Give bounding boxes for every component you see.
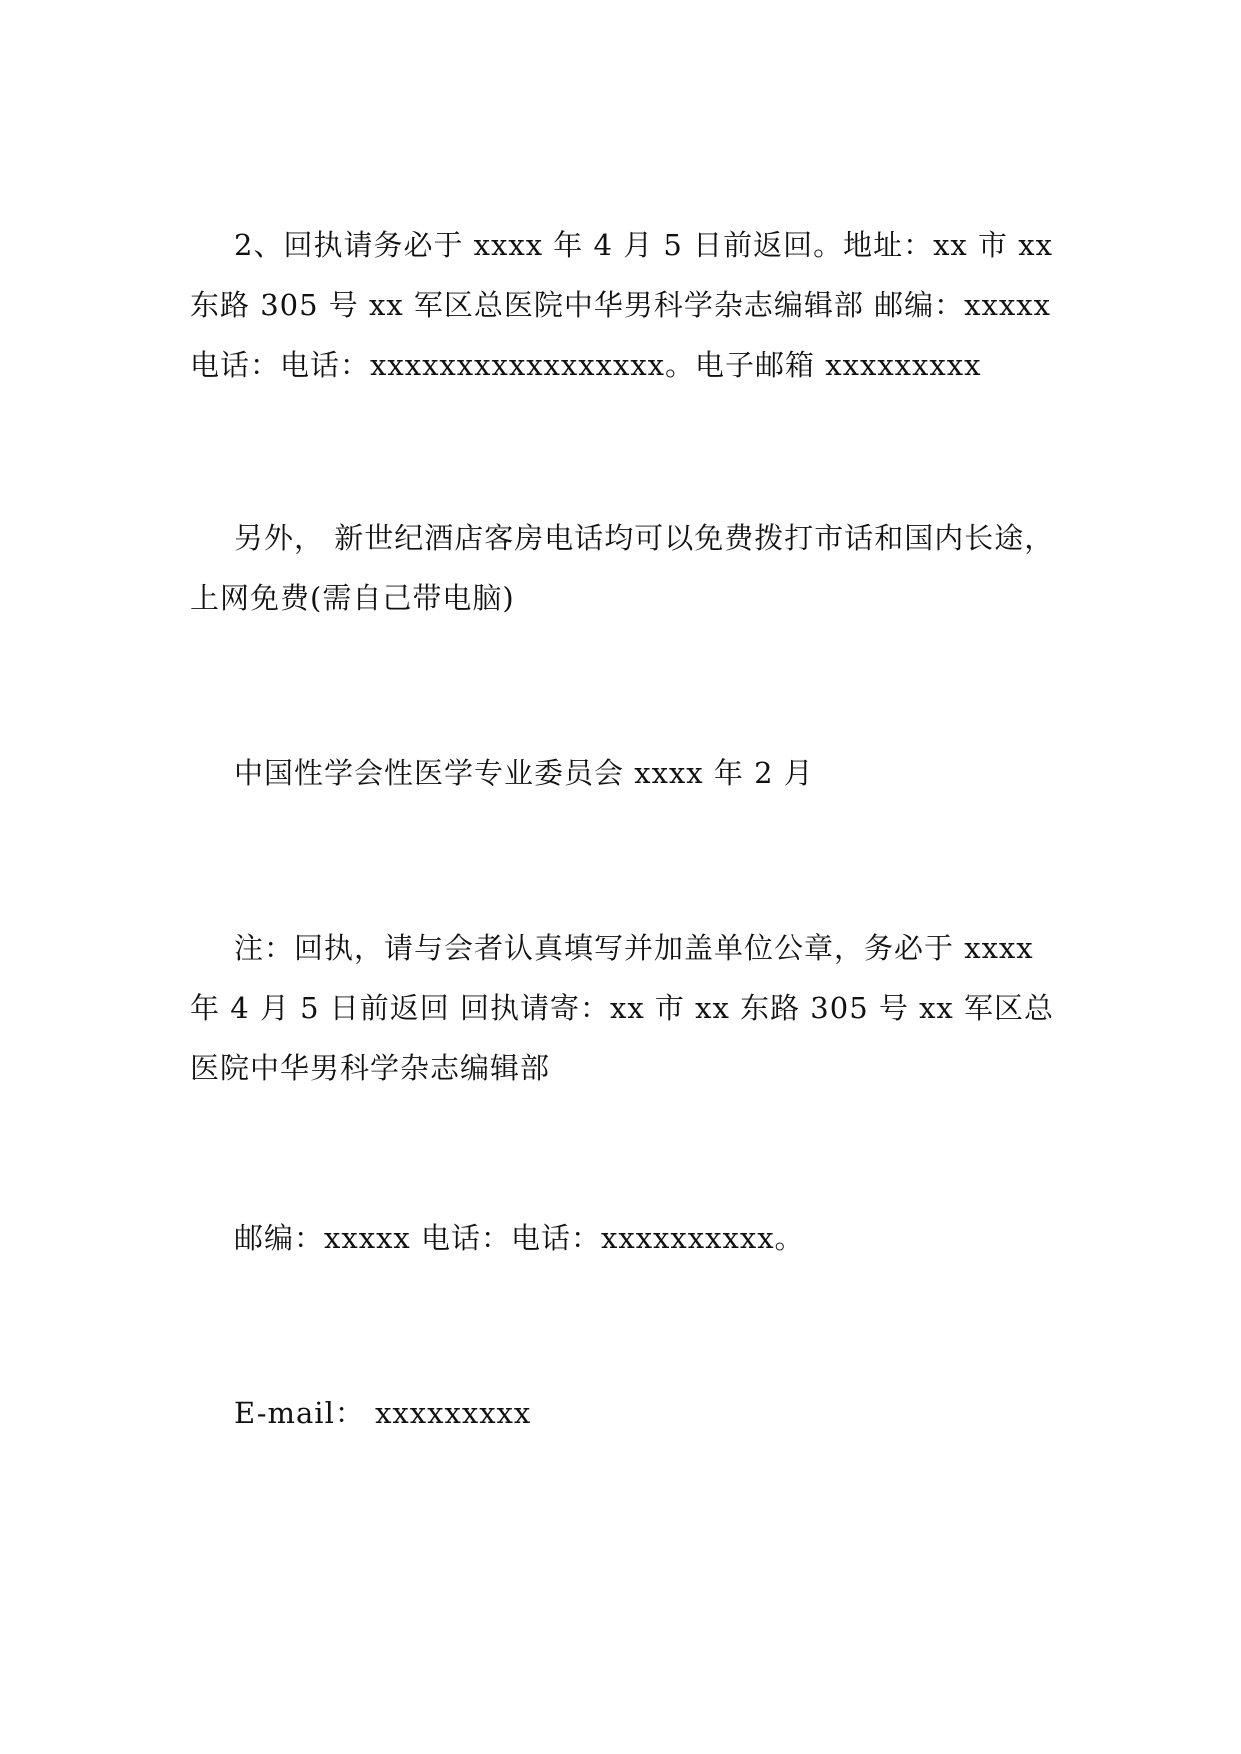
paragraph-return-instructions: 2、回执请务必于 xxxx 年 4 月 5 日前返回。地址：xx 市 xx 东路 305 号 xx 军区总医院中华男科学杂志编辑部 邮编：xxxxx 电话：电话：xxxxxxxxxxxxxxxxx。电子邮箱 xxxxxxxxx <box>190 228 1053 382</box>
paragraph-contact-phone: 邮编：xxxxx 电话：电话：xxxxxxxxxx。 <box>234 1221 805 1255</box>
paragraph-signature: 中国性学会性医学专业委员会 xxxx 年 2 月 <box>234 756 814 790</box>
paragraph-hotel-note: 另外， 新世纪酒店客房电话均可以免费拨打市话和国内长途，上网免费(需自己带电脑) <box>190 521 1055 615</box>
paragraph-note: 注：回执，请与会者认真填写并加盖单位公章，务必于 xxxx 年 4 月 5 日前返回 回执请寄：xx 市 xx 东路 305 号 xx 军区总医院中华男科学杂志编辑部 <box>190 931 1055 1085</box>
paragraph-email: E-mail： xxxxxxxxx <box>234 1396 532 1430</box>
